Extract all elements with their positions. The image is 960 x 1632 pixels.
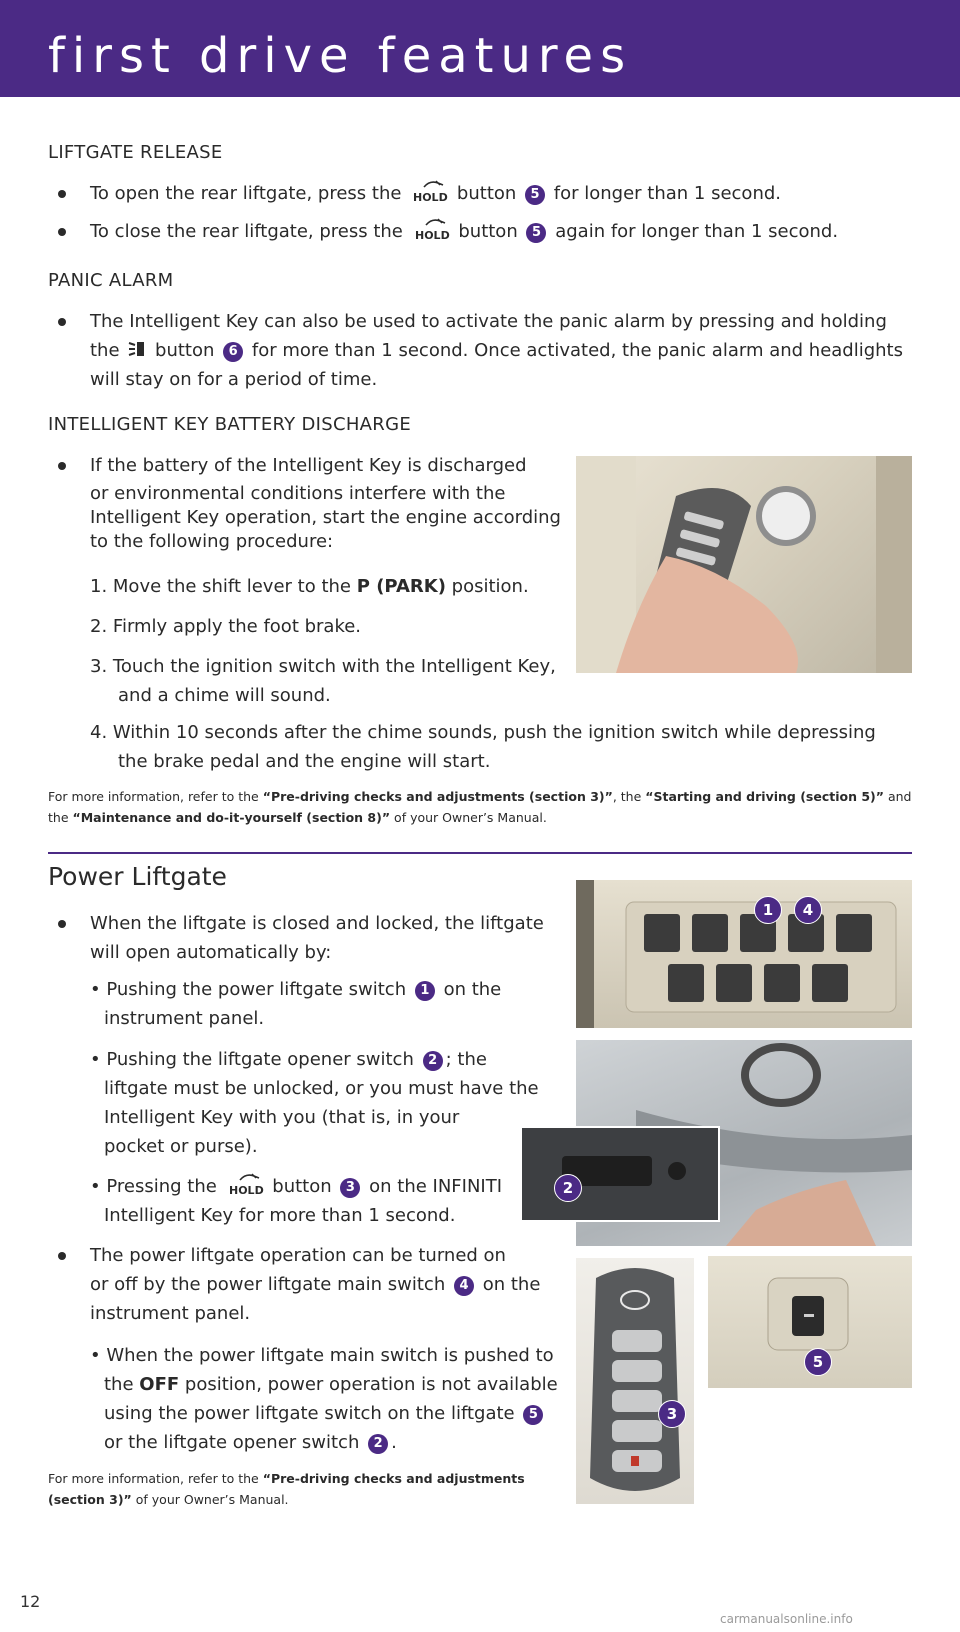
photo-callout-2: 2 — [554, 1174, 582, 1202]
callout-3: 3 — [340, 1178, 360, 1198]
bullet — [58, 920, 66, 928]
photo-key-ignition — [576, 456, 912, 673]
battery-note-line-2: the “Maintenance and do-it-yourself (section 8)” of your Owner’s Manual. — [48, 810, 547, 825]
callout-5: 5 — [525, 185, 545, 205]
liftgate-open-line: To open the rear liftgate, press the HOLD button 5 for longer than 1 second. — [90, 179, 781, 208]
photo-opener-switch-inset — [520, 1126, 720, 1222]
step-4a: 4. Within 10 seconds after the chime sounds, push the ignition switch while depressing — [90, 722, 876, 743]
switch-panel-illustration — [576, 880, 912, 1028]
pl-sub-2c: Intelligent Key with you (that is, in your — [104, 1107, 460, 1128]
step-4b: the brake pedal and the engine will start. — [118, 751, 491, 772]
photo-callout-5: 5 — [804, 1348, 832, 1376]
section-divider — [48, 852, 912, 854]
pl-bullet-2a: The power liftgate operation can be turned on — [90, 1245, 506, 1266]
pl-bullet-2b: or off by the power liftgate main switch 4 on the — [90, 1274, 541, 1295]
step-3a: 3. Touch the ignition switch with the Intelligent Key, — [90, 656, 556, 677]
battery-discharge-heading: INTELLIGENT KEY BATTERY DISCHARGE — [48, 414, 412, 435]
pl-sub-3b: Intelligent Key for more than 1 second. — [104, 1205, 456, 1226]
battery-intro-2: or environmental conditions interfere with the — [90, 483, 506, 504]
bullet — [58, 462, 66, 470]
intelligent-key-illustration — [576, 1258, 694, 1504]
liftgate-close-line: To close the rear liftgate, press the HOLD button 5 again for longer than 1 second. — [90, 217, 838, 246]
panic-line-2: the button 6 for more than 1 second. Once activated, the panic alarm and headlights — [90, 340, 903, 361]
opener-switch-illustration — [522, 1128, 718, 1220]
pl-sub-1b: instrument panel. — [104, 1008, 265, 1029]
svg-text:HOLD: HOLD — [414, 229, 450, 241]
battery-intro-1: If the battery of the Intelligent Key is discharged — [90, 455, 527, 476]
page-header — [0, 0, 960, 97]
hold-liftgate-icon — [410, 179, 448, 203]
panic-icon — [128, 338, 146, 360]
pl-note-line-2: (section 3)” of your Owner’s Manual. — [48, 1492, 289, 1507]
panic-alarm-heading: PANIC ALARM — [48, 270, 174, 291]
liftgate-release-heading: LIFTGATE RELEASE — [48, 142, 223, 163]
step-1: 1. Move the shift lever to the P (PARK) position. — [90, 576, 529, 597]
pl-bullet-1b: will open automatically by: — [90, 942, 332, 963]
battery-note-line-1: For more information, refer to the “Pre-driving checks and adjustments (section 3)”, the “Starting and driving (section 5)” and — [48, 789, 912, 804]
pl-sub-4d: or the liftgate opener switch 2 . — [104, 1432, 397, 1453]
pl-note-line-1: For more information, refer to the “Pre-driving checks and adjustments — [48, 1471, 525, 1486]
callout-4: 4 — [454, 1276, 474, 1296]
watermark: carmanualsonline.info — [720, 1612, 853, 1626]
bullet — [58, 318, 66, 326]
battery-intro-4: to the following procedure: — [90, 531, 334, 552]
pl-sub-4a: • When the power liftgate main switch is pushed to — [90, 1345, 554, 1366]
photo-callout-3: 3 — [658, 1400, 686, 1428]
pl-bullet-1a: When the liftgate is closed and locked, the liftgate — [90, 913, 544, 934]
callout-5: 5 — [526, 223, 546, 243]
svg-text:HOLD: HOLD — [228, 1184, 264, 1196]
pl-sub-3a: • Pressing the HOLD button 3 on the INFINITI — [90, 1172, 502, 1201]
pl-sub-2a: • Pushing the liftgate opener switch 2 ; the — [90, 1049, 487, 1070]
step-3b: and a chime will sound. — [118, 685, 331, 706]
power-liftgate-title: Power Liftgate — [48, 862, 227, 891]
pl-sub-1a: • Pushing the power liftgate switch 1 on the — [90, 979, 502, 1000]
pl-sub-2d: pocket or purse). — [104, 1136, 258, 1157]
callout-5: 5 — [523, 1405, 543, 1425]
hold-liftgate-icon — [226, 1172, 264, 1196]
callout-1: 1 — [415, 981, 435, 1001]
pl-sub-2b: liftgate must be unlocked, or you must have the — [104, 1078, 539, 1099]
step-2: 2. Firmly apply the foot brake. — [90, 616, 362, 637]
bullet — [58, 228, 66, 236]
photo-intelligent-key — [576, 1258, 694, 1504]
pl-bullet-2c: instrument panel. — [90, 1303, 251, 1324]
pl-sub-4b: the OFF position, power operation is not available — [104, 1374, 558, 1395]
bullet — [58, 1252, 66, 1260]
key-ignition-illustration — [576, 456, 912, 673]
photo-instrument-panel — [576, 880, 912, 1028]
bullet — [58, 190, 66, 198]
page-number: 12 — [20, 1592, 41, 1611]
callout-6: 6 — [223, 342, 243, 362]
battery-intro-3: Intelligent Key operation, start the engine according — [90, 507, 561, 528]
panic-line-1: The Intelligent Key can also be used to activate the panic alarm by pressing and holding — [90, 311, 887, 332]
callout-2: 2 — [368, 1434, 388, 1454]
pl-sub-4c: using the power liftgate switch on the liftgate 5 — [104, 1399, 546, 1428]
callout-2: 2 — [423, 1051, 443, 1071]
svg-text:HOLD: HOLD — [413, 191, 448, 203]
photo-callout-1: 1 — [754, 896, 782, 924]
hold-liftgate-icon — [412, 217, 450, 241]
page-title: first drive features — [48, 28, 633, 84]
photo-callout-4: 4 — [794, 896, 822, 924]
panic-line-3: will stay on for a period of time. — [90, 369, 378, 390]
photo-close-switch — [708, 1256, 912, 1388]
